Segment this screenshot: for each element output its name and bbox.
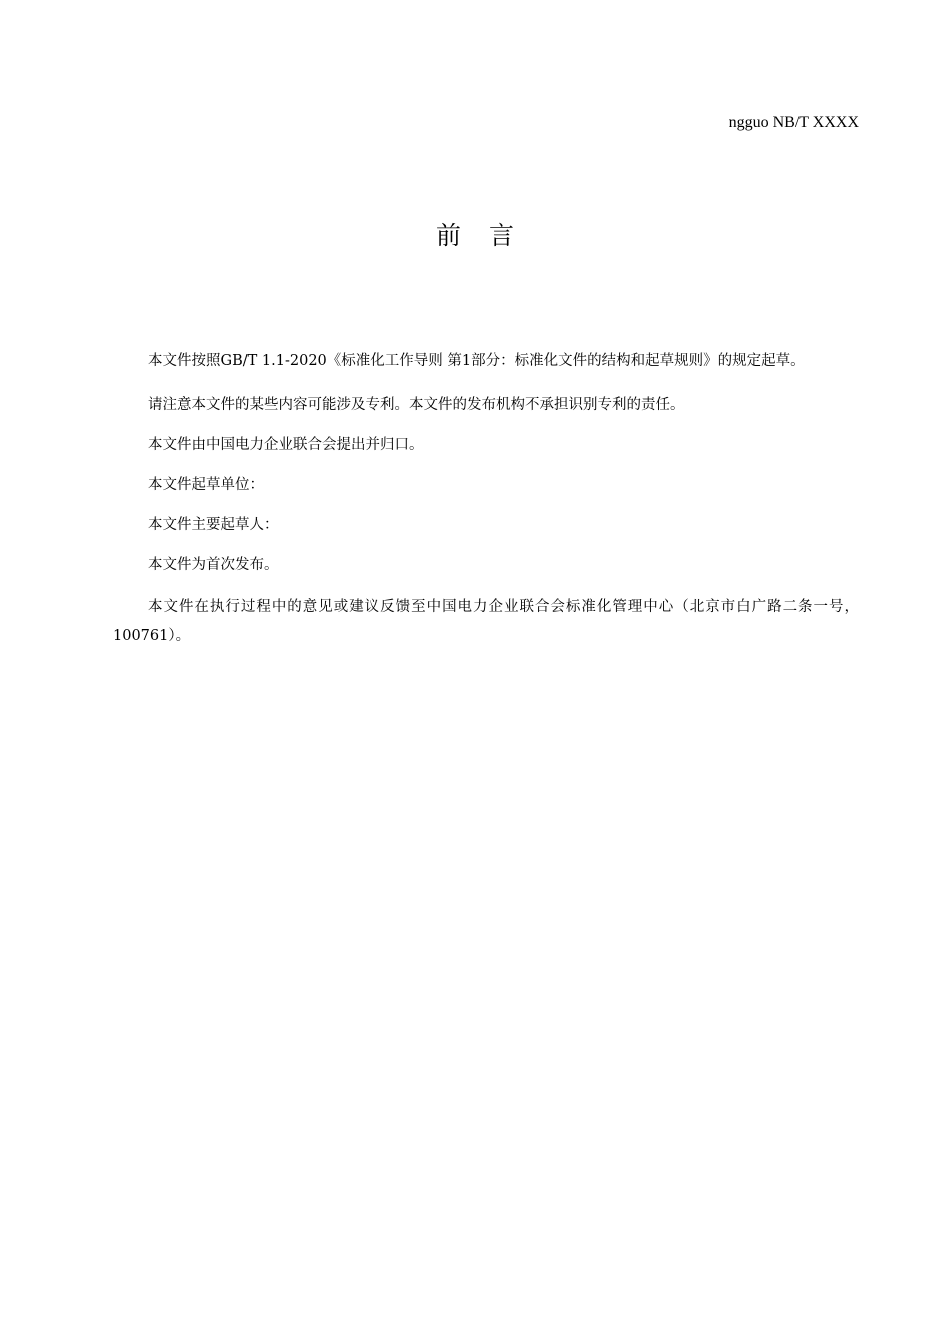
preface-body: [113, 347, 859, 668]
document-header-code: ngguo NB/T XXXX: [728, 114, 859, 131]
paragraph-feedback: 本文件在执行过程中的意见或建议反馈至中国电力企业联合会标准化管理中心（北京市白广路二条一号，100761）。: [113, 599, 859, 644]
paragraph-drafters: 本文件主要起草人：: [148, 517, 279, 533]
paragraph-drafting-rules: 本文件按照GB/T 1.1-2020《标准化工作导则 第1部分：标准化文件的结构和起草规则》的规定起草。: [148, 353, 805, 369]
page-title: 前言: [435, 221, 542, 250]
paragraph-drafting-units: 本文件起草单位：: [148, 477, 264, 493]
paragraph-first-release: 本文件为首次发布。: [148, 557, 279, 573]
paragraph-proposer: 本文件由中国电力企业联合会提出并归口。: [148, 437, 424, 453]
paragraph-patent-notice: 请注意本文件的某些内容可能涉及专利。本文件的发布机构不承担识别专利的责任。: [148, 397, 685, 413]
